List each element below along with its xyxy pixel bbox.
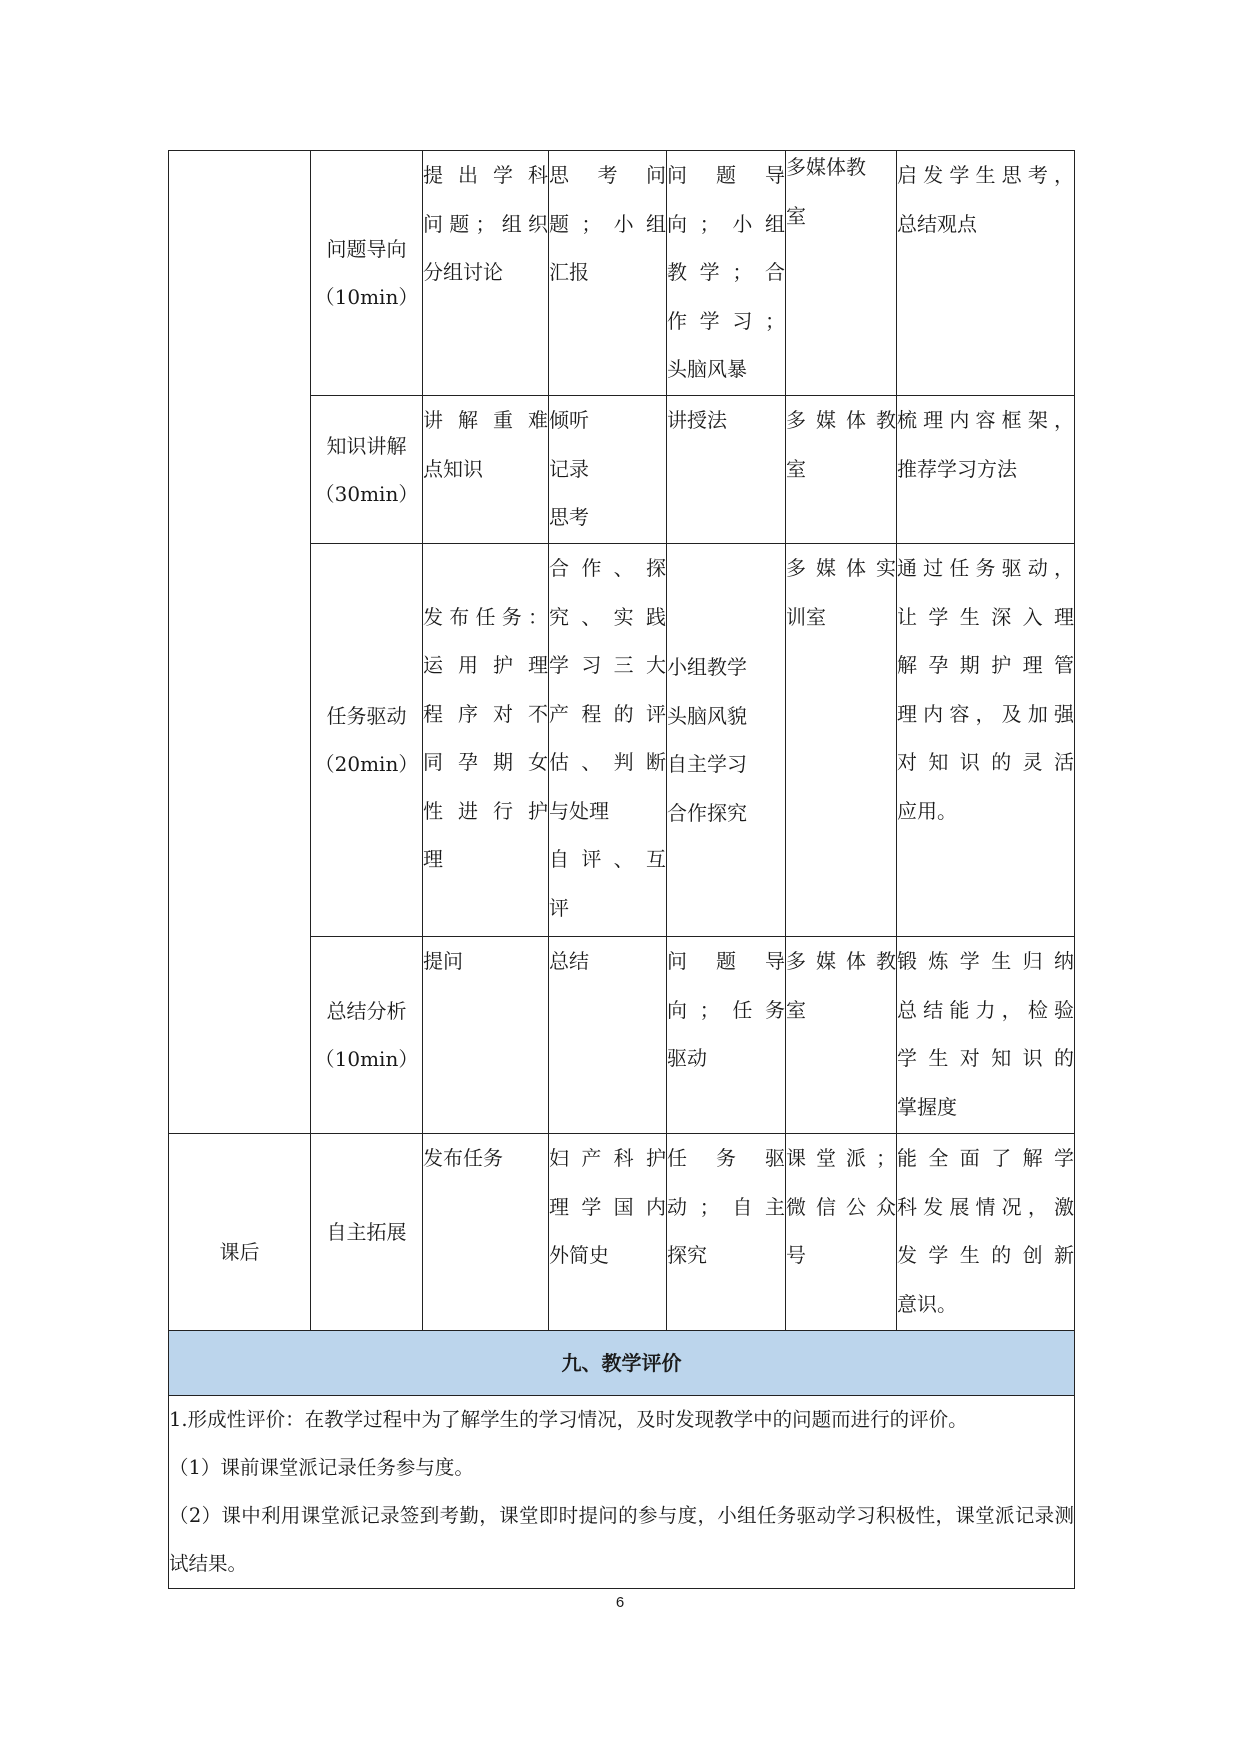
teacher-activity-cell: 提出学科 问题；组织 分组讨论 bbox=[423, 151, 549, 396]
method-cell: 问题导 向；小组 教学；合 作学习； 头脑风暴 bbox=[667, 151, 786, 396]
section-header-row bbox=[169, 1331, 1075, 1396]
design-intent-cell: 锻炼学生归纳 总结能力，检验 学生对知识的 掌握度 bbox=[897, 937, 1075, 1134]
section-title: 九、教学评价 bbox=[169, 1331, 1075, 1396]
student-activity-cell: 妇产科护 理学国内 外简史 bbox=[549, 1134, 667, 1331]
method-cell: 小组教学 头脑风貌 自主学习 合作探究 bbox=[667, 544, 786, 937]
environment-cell: 多媒体教 室 bbox=[786, 396, 897, 544]
lesson-plan-table bbox=[168, 150, 1075, 1589]
evaluation-line: （1）课前课堂派记录任务参与度。 bbox=[169, 1456, 474, 1479]
environment-cell: 课堂派； 微信公众 号 bbox=[786, 1134, 897, 1331]
design-intent-cell: 能全面了解学 科发展情况，激 发学生的创新 意识。 bbox=[897, 1134, 1075, 1331]
student-activity-cell: 合作、探 究、实践 学习三大 产程的评 估、判断 与处理 自评、互 评 bbox=[549, 544, 667, 937]
evaluation-row bbox=[169, 1396, 1075, 1589]
link-cell: 任务驱动 （20min） bbox=[311, 544, 423, 937]
link-cell: 知识讲解 （30min） bbox=[311, 396, 423, 544]
page-number: 6 bbox=[615, 1594, 625, 1611]
stage-cell-after-class: 课后 bbox=[169, 1134, 311, 1331]
student-activity-cell: 总结 bbox=[549, 937, 667, 1134]
method-cell: 讲授法 bbox=[667, 396, 786, 544]
method-cell: 问题导 向；任务 驱动 bbox=[667, 937, 786, 1134]
design-intent-cell: 通过任务驱动， 让学生深入理 解孕期护理管 理内容，及加强 对知识的灵活 应用。 bbox=[897, 544, 1075, 937]
teacher-activity-cell: 发布任务 bbox=[423, 1134, 549, 1331]
environment-cell: 多媒体实 训室 bbox=[786, 544, 897, 937]
student-activity-cell: 思考问 题；小组 汇报 bbox=[549, 151, 667, 396]
evaluation-line: 1.形成性评价：在教学过程中为了解学生的学习情况，及时发现教学中的问题而进行的评价。 bbox=[169, 1408, 968, 1431]
teacher-activity-cell: 讲解重难 点知识 bbox=[423, 396, 549, 544]
environment-cell: 多媒体教 室 bbox=[786, 151, 897, 396]
evaluation-content bbox=[169, 1396, 1075, 1589]
environment-cell: 多媒体教 室 bbox=[786, 937, 897, 1134]
student-activity-cell: 倾听 记录 思考 bbox=[549, 396, 667, 544]
method-cell: 任务驱 动；自主 探究 bbox=[667, 1134, 786, 1331]
design-intent-cell: 启发学生思考， 总结观点 bbox=[897, 151, 1075, 396]
evaluation-line: （2）课中利用课堂派记录签到考勤，课堂即时提问的参与度，小组任务驱动学习积极性，课堂派记录测试结果。 bbox=[169, 1504, 1074, 1575]
design-intent-cell: 梳理内容框架， 推荐学习方法 bbox=[897, 396, 1075, 544]
stage-cell-in-class bbox=[169, 151, 311, 1134]
link-cell: 自主拓展 bbox=[311, 1134, 423, 1331]
teacher-activity-cell: 发布任务： 运用护理 程序对不 同孕期女 性进行护 理 bbox=[423, 544, 549, 937]
teacher-activity-cell: 提问 bbox=[423, 937, 549, 1134]
table-row bbox=[169, 1134, 1075, 1331]
table-row bbox=[169, 151, 1075, 396]
link-cell: 问题导向 （10min） bbox=[311, 151, 423, 396]
link-cell: 总结分析 （10min） bbox=[311, 937, 423, 1134]
